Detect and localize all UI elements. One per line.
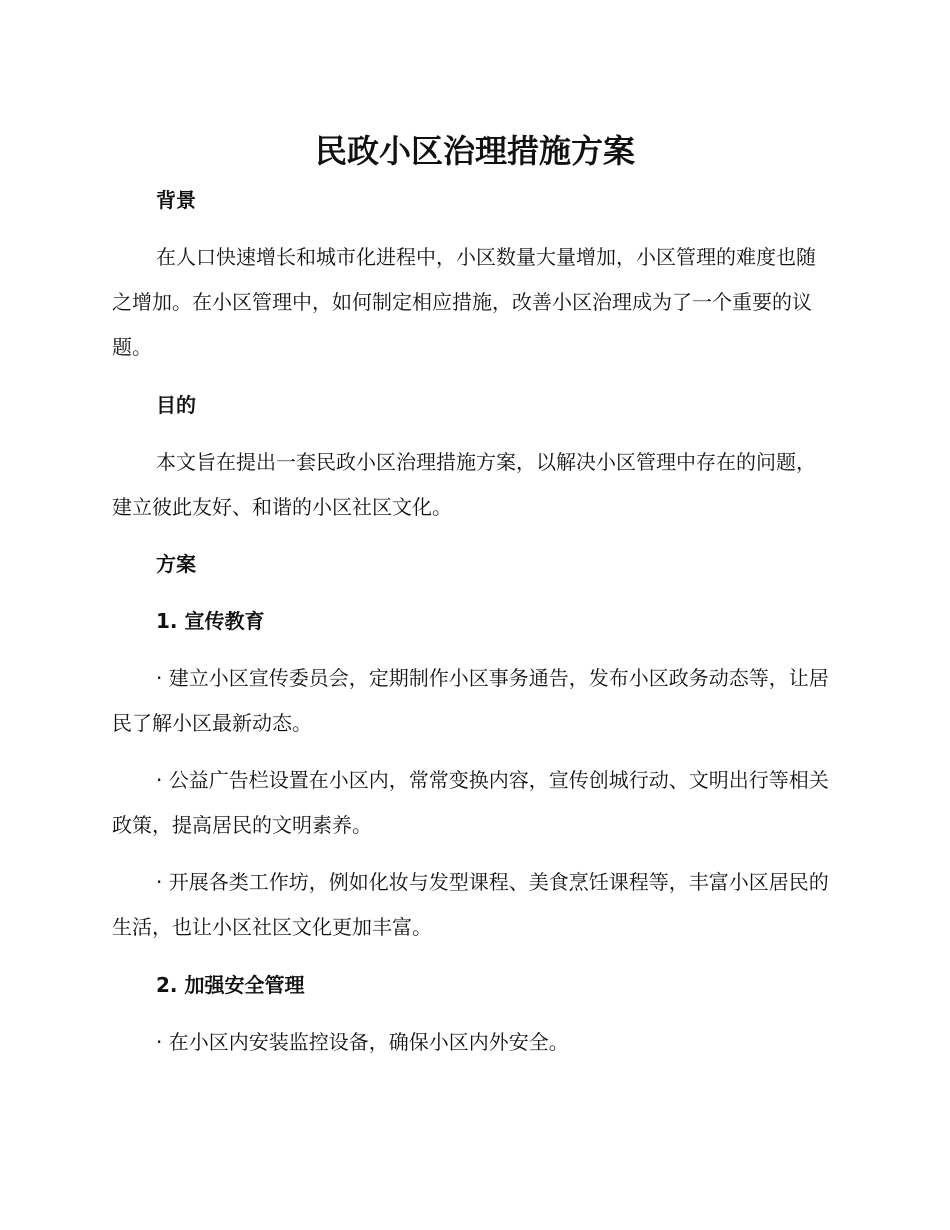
section-heading-plan: 方案 <box>156 552 196 576</box>
plan-bullet: · 开展各类工作坊，例如化妆与发型课程、美食烹饪课程等，丰富小区居民的生活，也让小区社区文化更加丰富。 <box>112 870 829 939</box>
purpose-paragraph: 本文旨在提出一套民政小区治理措施方案，以解决小区管理中存在的问题，建立彼此友好、和谐的小区社区文化。 <box>112 450 816 519</box>
plan-item-heading: 2. 加强安全管理 <box>156 973 305 997</box>
section-heading-purpose: 目的 <box>156 393 196 417</box>
document-title: 民政小区治理措施方案 <box>314 132 635 170</box>
plan-bullet: · 公益广告栏设置在小区内，常常变换内容，宣传创城行动、文明出行等相关政策，提高居民的文明素养。 <box>112 768 829 837</box>
section-heading-background: 背景 <box>156 188 196 212</box>
plan-bullet: · 在小区内安装监控设备，确保小区内外安全。 <box>156 1030 569 1054</box>
plan-bullet: · 建立小区宣传委员会，定期制作小区事务通告，发布小区政务动态等，让居民了解小区最新动态。 <box>112 666 829 735</box>
plan-item-heading: 1. 宣传教育 <box>156 609 265 633</box>
background-paragraph: 在人口快速增长和城市化进程中，小区数量大量增加，小区管理的难度也随之增加。在小区管理中，如何制定相应措施，改善小区治理成为了一个重要的议题。 <box>112 245 816 359</box>
